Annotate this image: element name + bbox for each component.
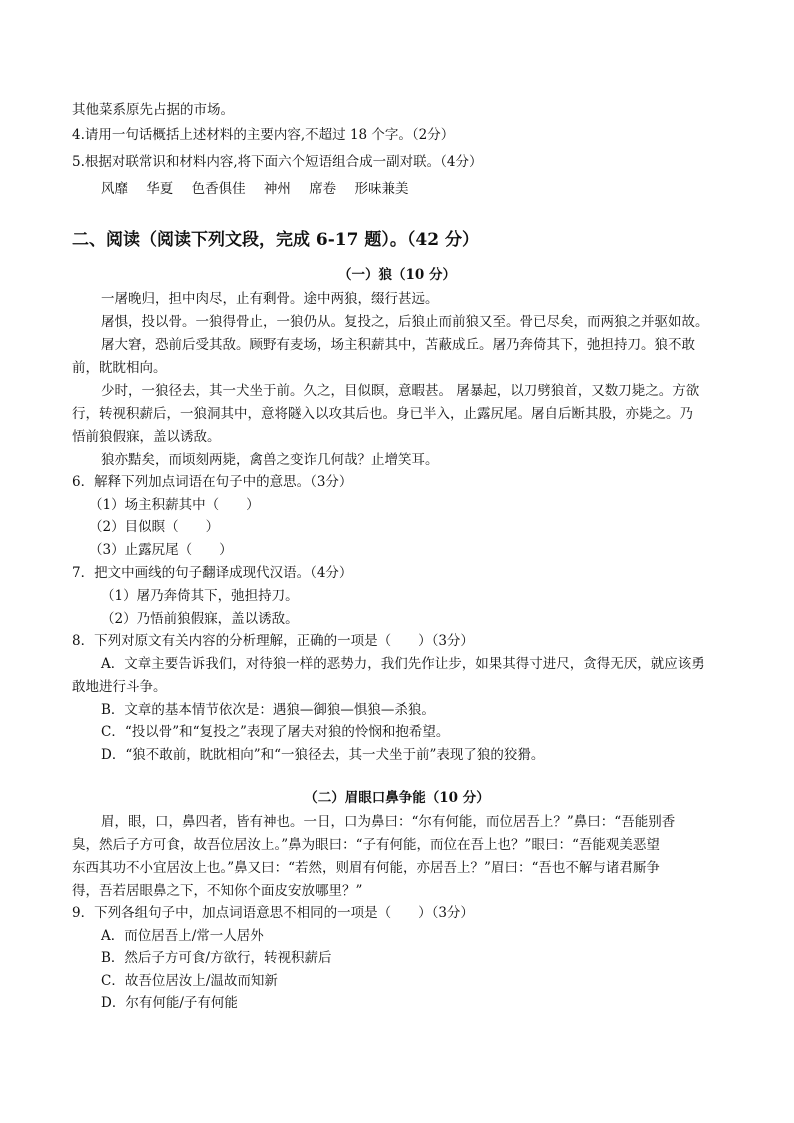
question-9-option: C．故吾位居汝上/温故而知新	[101, 973, 278, 989]
passage-1-title: （一）狼（10 分）	[338, 267, 456, 283]
question-9: 9．下列各组句子中，加点词语意思不相同的一项是（ ）（3分）	[72, 905, 474, 921]
q5-term: 形味兼美	[354, 181, 409, 197]
question-8: 8．下列对原文有关内容的分析理解，正确的一项是（ ）（3分）	[72, 633, 474, 649]
passage-1-line: 前，眈眈相向。	[72, 360, 167, 376]
passage-2-line: 臭，然后子方可食，故吾位居汝上。”鼻为眼曰：“子有何能，而位在吾上也？”眼曰：“吾能观美恶望	[72, 837, 660, 853]
section-2-title: 二、阅读（阅读下列文段，完成 6-17 题）。（42 分）	[72, 230, 479, 250]
passage-1-line: 少时，一狼径去，其一犬坐于前。久之，目似瞑，意暇甚。 屠暴起，以刀劈狼首，又数刀毙之。方欲	[101, 383, 700, 399]
question-9-option: D．尔有何能/子有何能	[101, 995, 238, 1011]
question-6-item: （1）场主积薪其中（ ）	[89, 497, 260, 513]
question-5: 5.根据对联常识和材料内容,将下面六个短语组合成一副对联。（4分）	[72, 154, 483, 170]
passage-2-line: 得，吾若居眼鼻之下，不知你个面皮安放哪里？”	[72, 883, 363, 899]
continuation-line: 其他菜系原先占据的市场。	[72, 102, 234, 118]
question-6: 6．解释下列加点词语在句子中的意思。（3分）	[72, 474, 353, 490]
passage-1-line: 狼亦黠矣，而顷刻两毙，禽兽之变诈几何哉？止增笑耳。	[101, 452, 439, 468]
passage-2-line: 眉，眼，口，鼻四者，皆有神也。一日，口为鼻曰：“尔有何能，而位居吾上？”鼻曰：“吾能别香	[101, 814, 676, 830]
q5-term: 席卷	[309, 181, 337, 197]
question-8-option: D．“狼不敢前，眈眈相向”和“一狼径去，其一犬坐于前”表现了狼的狡猾。	[101, 747, 545, 763]
q5-terms	[101, 178, 422, 200]
passage-1-line: 一屠晚归，担中肉尽，止有剩骨。途中两狼，缀行甚远。	[101, 291, 439, 307]
passage-1-line: 屠惧，投以骨。一狼得骨止，一狼仍从。复投之，后狼止而前狼又至。骨已尽矣，而两狼之并驱如故。	[101, 314, 709, 330]
q5-term: 神州	[263, 181, 291, 197]
question-4: 4.请用一句话概括上述材料的主要内容,不超过 18 个字。（2分）	[72, 127, 455, 143]
question-7-item: （2）乃悟前狼假寐，盖以诱敌。	[101, 611, 299, 627]
question-8-option: C．“投以骨”和“复投之”表现了屠夫对狼的怜悯和抱希望。	[101, 724, 450, 740]
question-9-option: B．然后子方可食/方欲行，转视积薪后	[101, 950, 332, 966]
passage-2-line: 东西其功不小宜居汝上也。”鼻又曰：“若然，则眉有何能，亦居吾上？”眉曰：“吾也不解与诸君厮争	[72, 860, 660, 876]
passage-2-title: （二）眉眼口鼻争能（10 分）	[304, 790, 490, 806]
q5-term: 华夏	[146, 181, 174, 197]
question-8-option: A．文章主要告诉我们，对待狼一样的恶势力，我们先作让步，如果其得寸进尺，贪得无厌，就应该勇	[101, 656, 705, 672]
question-6-item: （2）目似瞑（ ）	[89, 519, 220, 535]
passage-1-line: 悟前狼假寐，盖以诱敌。	[72, 429, 221, 445]
passage-1-line: 行，转视积薪后，一狼洞其中，意将隧入以攻其后也。身已半入，止露尻尾。屠自后断其股，亦毙之。乃	[72, 406, 693, 422]
question-7: 7．把文中画线的句子翻译成现代汉语。（4分）	[72, 565, 353, 581]
question-9-option: A．而位居吾上/常一人居外	[101, 928, 264, 944]
question-6-item: （3）止露尻尾（ ）	[89, 542, 233, 558]
question-8-option: B．文章的基本情节依次是：遇狼—御狼—惧狼—杀狼。	[101, 702, 435, 718]
q5-term: 风靡	[101, 181, 128, 197]
q5-term: 色香俱佳	[191, 181, 246, 197]
passage-1-line: 屠大窘，恐前后受其敌。顾野有麦场，场主积薪其中，苫蔽成丘。屠乃奔倚其下，弛担持刀。狼不敢	[101, 337, 695, 353]
question-7-item: （1）屠乃奔倚其下，弛担持刀。	[101, 588, 299, 604]
question-8-option: 敢地进行斗争。	[72, 679, 167, 695]
